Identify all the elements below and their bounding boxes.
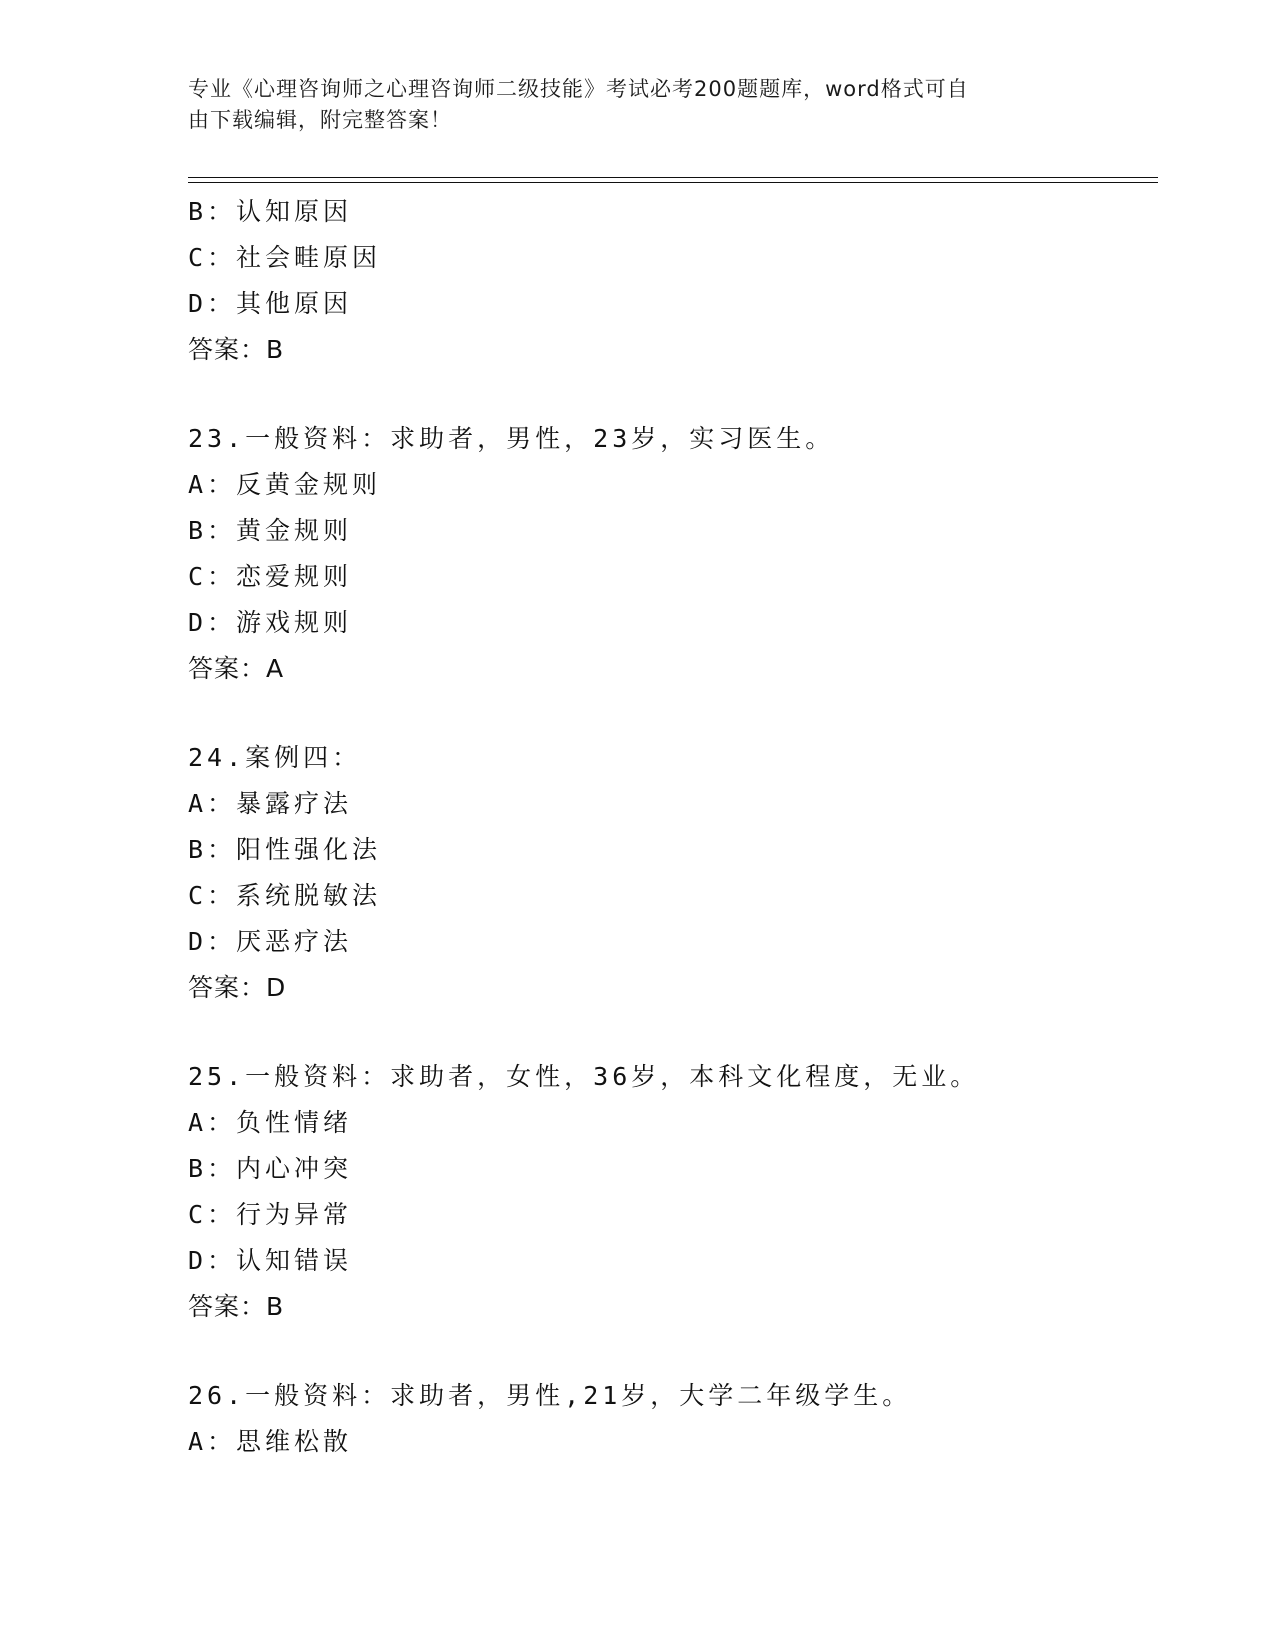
option-c: C：行为异常 [188,1200,353,1229]
option-d: D：其他原因 [188,289,353,318]
question-title: 23.一般资料：求助者，男性，23岁，实习医生。 [188,424,835,453]
option-a: A：暴露疗法 [188,789,353,818]
option-d: D：认知错误 [188,1246,353,1275]
question-24 [188,735,1148,1011]
question-title: 24.案例四： [188,743,362,772]
answer: 答案：D [188,973,287,1002]
option-a: A：思维松散 [188,1427,353,1456]
option-d: D：厌恶疗法 [188,927,353,956]
header-divider-bottom [188,182,1158,183]
answer: 答案：B [188,335,285,364]
option-c: C：社会畦原因 [188,243,382,272]
option-b: B：认知原因 [188,197,353,226]
option-c: C：系统脱敏法 [188,881,382,910]
question-26 [188,1373,1148,1465]
option-c: C：恋爱规则 [188,562,353,591]
question-25 [188,1054,1148,1330]
question-title: 25.一般资料：求助者，女性，36岁，本科文化程度，无业。 [188,1062,980,1091]
header-line-1: 专业《心理咨询师之心理咨询师二级技能》考试必考200题题库，word格式可自 [188,77,969,101]
option-b: B：黄金规则 [188,516,353,545]
question-22-continued [188,189,1148,373]
option-d: D：游戏规则 [188,608,353,637]
header-divider-top [188,177,1158,178]
option-a: A：反黄金规则 [188,470,382,499]
header-line-2: 由下载编辑，附完整答案！ [188,108,452,132]
option-b: B：内心冲突 [188,1154,353,1183]
question-title: 26.一般资料：求助者，男性,21岁，大学二年级学生。 [188,1381,912,1410]
document-header [188,74,1068,136]
answer: 答案：A [188,654,285,683]
option-b: B：阳性强化法 [188,835,382,864]
option-a: A：负性情绪 [188,1108,353,1137]
question-list [188,189,1148,1465]
answer: 答案：B [188,1292,285,1321]
question-23 [188,416,1148,692]
